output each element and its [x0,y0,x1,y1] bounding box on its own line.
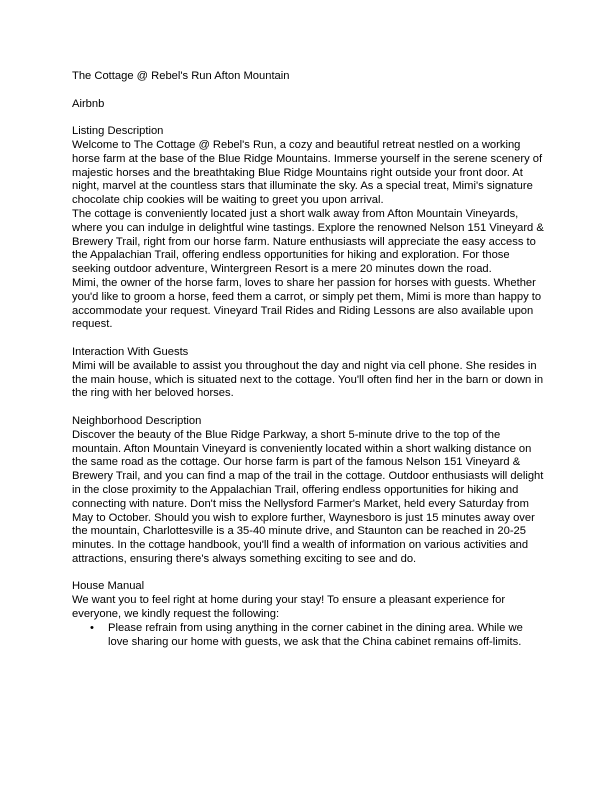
house-manual-intro: We want you to feel right at home during your stay! To ensure a pleasant experience for everyone, we kindly request the following: [72,594,506,621]
house-rules-list [72,622,544,650]
listing-paragraph-2: The cottage is conveniently located just a short walk away from Afton Mountain Vineyards, where you can indulge in delightful wine tastings. Explore the renowned Nelson 151 Vineyard & Brewery Trail, right from our horse farm. Nature enthusiasts will appreciate the easy access to the Appalachian Trail, offering endless opportunities for hiking and exploration. For those seeking outdoor adventure, Wintergreen Resort is a mere 20 minutes down the road. [72,207,544,276]
section-heading: Listing Description [72,125,164,138]
platform-label: Airbnb [72,97,105,110]
listing-paragraph-3: Mimi, the owner of the horse farm, loves to share her passion for horses with guests. Whether you'd like to groom a horse, feed them a carrot, or simply pet them, Mimi is more than happy to accommodate your request. Vineyard Trail Rides and Riding Lessons are also available upon request. [72,276,542,331]
document-page [72,70,544,663]
section-heading: House Manual [72,580,145,593]
section-house-manual [72,580,544,649]
house-rule-text: Please refrain from using anything in the corner cabinet in the dining area. While we love sharing our home with guests, we ask that the China cabinet remains off-limits. [108,621,523,648]
list-item [72,622,544,650]
section-heading: Interaction With Guests [72,345,189,358]
section-neighborhood-description [72,415,544,567]
bullet-icon: • [90,621,94,634]
section-listing-description [72,125,544,332]
section-heading: Neighborhood Description [72,414,202,427]
section-interaction-with-guests [72,346,544,401]
listing-paragraph-1: Welcome to The Cottage @ Rebel's Run, a cozy and beautiful retreat nestled on a working horse farm at the base of the Blue Ridge Mountains. Immerse yourself in the serene scenery of majestic horses and the breathtaking Blue Ridge Mountains right outside your front door. At night, marvel at the countless stars that illuminate the sky. As a special treat, Mimi's signature chocolate chip cookies will be waiting to greet you upon arrival. [72,138,543,207]
document-title: The Cottage @ Rebel's Run Afton Mountain [72,70,290,82]
neighborhood-paragraph: Discover the beauty of the Blue Ridge Parkway, a short 5-minute drive to the top of the mountain. Afton Mountain Vineyard is conveniently located within a short walking distance on the same road as the cottage. Our horse farm is part of the famous Nelson 151 Vineyard & Brewery Trail, and you can find a map of the trail in the cottage. Outdoor enthusiasts will delight in the close proximity to the Appalachian Trail, offering endless opportunities for hiking and connecting with nature. Don't miss the Nellysford Farmer's Market, held every Saturday from May to October. Should you wish to explore further, Waynesboro is just 15 minutes away over the mountain, Charlottesville is a 35-40 minute drive, and Staunton can be reached in 20-25 minutes. In the cottage handbook, you'll find a wealth of information on various activities and attractions, ensuring there's always something exciting to see and do. [72,428,544,565]
interaction-paragraph: Mimi will be available to assist you throughout the day and night via cell phone. She resides in the main house, which is situated next to the cottage. You'll often find her in the barn or down in the ring with her beloved horses. [72,359,544,400]
